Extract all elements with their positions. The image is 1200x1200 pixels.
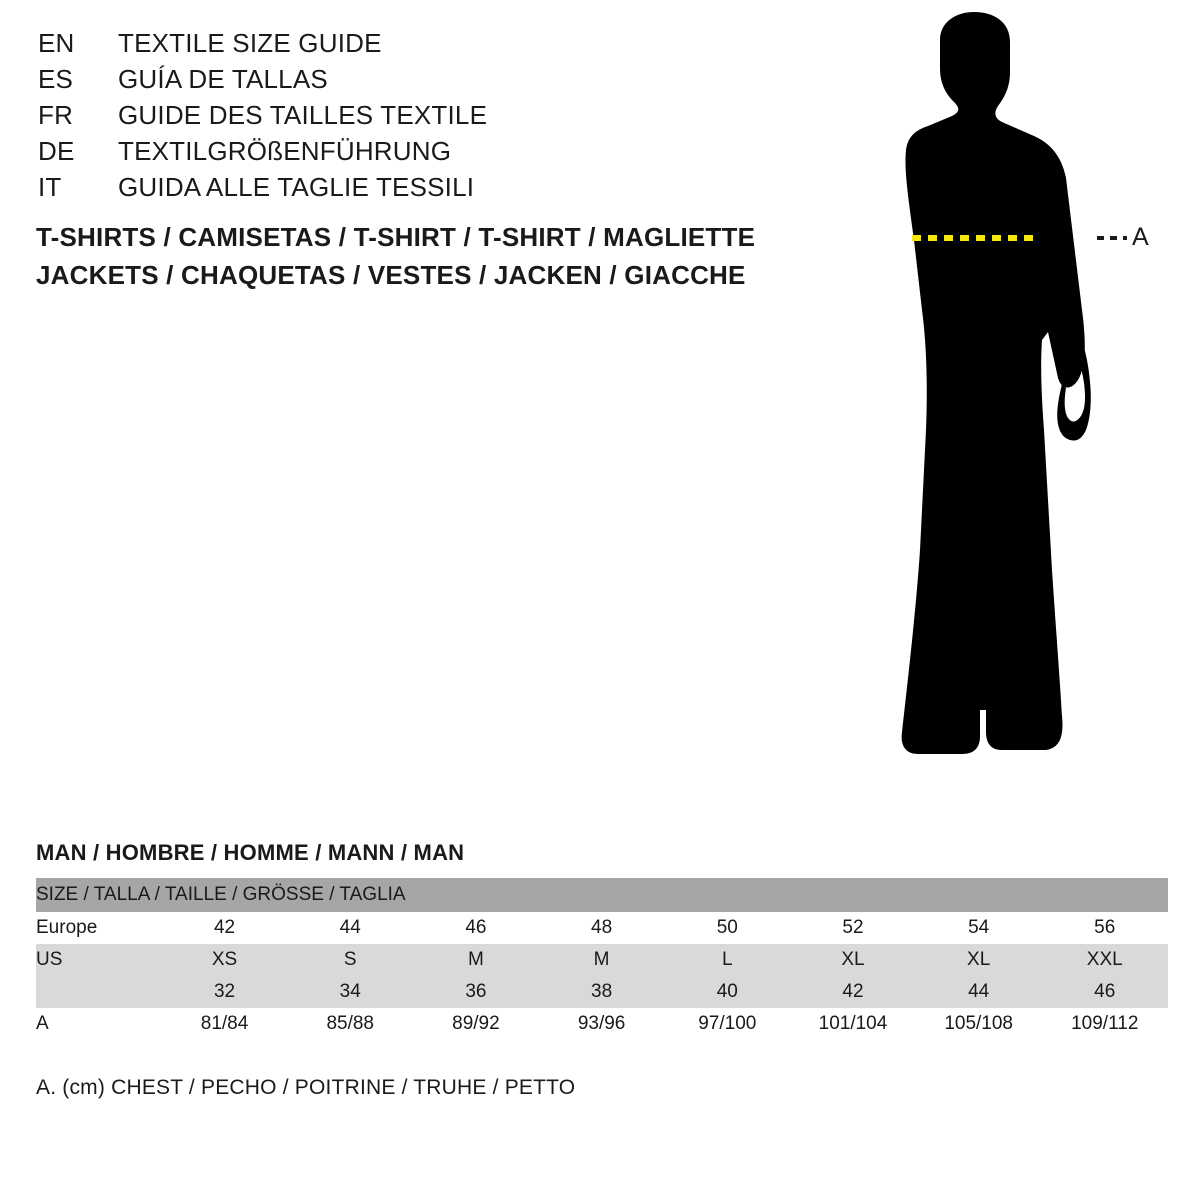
cell: 89/92: [413, 1008, 539, 1040]
language-row: [38, 172, 738, 208]
row-label: US: [36, 944, 162, 976]
body-silhouette-figure: [790, 10, 1190, 800]
cell: 105/108: [916, 1008, 1042, 1040]
cell: 93/96: [539, 1008, 665, 1040]
cell: 46: [413, 912, 539, 944]
cell: 38: [539, 976, 665, 1008]
cell: 52: [790, 912, 916, 944]
language-title: GUÍA DE TALLAS: [118, 64, 328, 94]
cell: 36: [413, 976, 539, 1008]
cell: 44: [287, 912, 413, 944]
cell: 81/84: [162, 1008, 288, 1040]
cell: 56: [1042, 912, 1169, 944]
language-row: [38, 100, 738, 136]
language-title: GUIDE DES TAILLES TEXTILE: [118, 100, 488, 130]
cell: XXL: [1042, 944, 1169, 976]
language-code: ES: [38, 64, 74, 94]
cell: XS: [162, 944, 288, 976]
row-label: A: [36, 1008, 162, 1040]
language-code: DE: [38, 136, 75, 166]
cell: 48: [539, 912, 665, 944]
cell: 97/100: [664, 1008, 790, 1040]
cell: XL: [916, 944, 1042, 976]
cell: 44: [916, 976, 1042, 1008]
cell: 54: [916, 912, 1042, 944]
table-row: [36, 1008, 1168, 1040]
language-code: IT: [38, 172, 62, 202]
garment-category-list: [36, 218, 796, 294]
cell: 32: [162, 976, 288, 1008]
cell: M: [413, 944, 539, 976]
language-row: [38, 64, 738, 100]
size-table-section: [36, 840, 1168, 1100]
cell: 34: [287, 976, 413, 1008]
cell: 50: [664, 912, 790, 944]
silhouette-icon: [790, 10, 1190, 800]
cell: 101/104: [790, 1008, 916, 1040]
row-label: [36, 976, 162, 1008]
cell: S: [287, 944, 413, 976]
cell: M: [539, 944, 665, 976]
table-row: [36, 976, 1168, 1008]
chest-measure-line: [912, 235, 1036, 241]
category-jackets: JACKETS / CHAQUETAS / VESTES / JACKEN / GIACCHE: [36, 260, 746, 290]
language-title: GUIDA ALLE TAGLIE TESSILI: [118, 172, 475, 202]
size-table: [36, 878, 1168, 1040]
language-row: [38, 28, 738, 64]
cell: XL: [790, 944, 916, 976]
cell: 46: [1042, 976, 1169, 1008]
cell: 42: [790, 976, 916, 1008]
language-title: TEXTILE SIZE GUIDE: [118, 28, 382, 58]
language-heading-list: [38, 28, 738, 208]
size-header-label: SIZE / TALLA / TAILLE / GRÖSSE / TAGLIA: [36, 878, 1168, 912]
table-header-row: [36, 878, 1168, 912]
language-code: EN: [38, 28, 75, 58]
language-title: TEXTILGRÖßENFÜHRUNG: [118, 136, 452, 166]
table-title: MAN / HOMBRE / HOMME / MANN / MAN: [36, 840, 465, 865]
row-label: Europe: [36, 912, 162, 944]
chest-leader-dash: [1097, 236, 1127, 240]
language-code: FR: [38, 100, 74, 130]
table-footnote: A. (cm) CHEST / PECHO / POITRINE / TRUHE / PETTO: [36, 1076, 576, 1099]
cell: 40: [664, 976, 790, 1008]
cell: L: [664, 944, 790, 976]
cell: 85/88: [287, 1008, 413, 1040]
table-row: [36, 912, 1168, 944]
category-tshirts: T-SHIRTS / CAMISETAS / T-SHIRT / T-SHIRT / MAGLIETTE: [36, 222, 756, 252]
table-row: [36, 944, 1168, 976]
language-row: [38, 136, 738, 172]
chest-measure-label: A: [1132, 223, 1149, 251]
cell: 109/112: [1042, 1008, 1169, 1040]
cell: 42: [162, 912, 288, 944]
